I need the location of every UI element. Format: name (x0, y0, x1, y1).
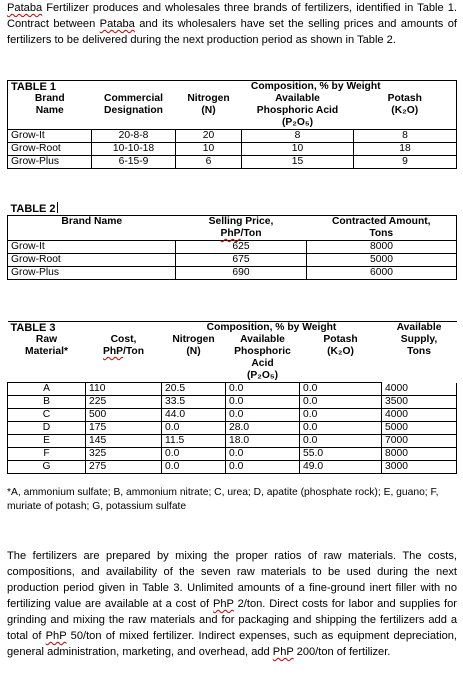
phosphoric-cell: 18.0 (226, 435, 300, 448)
table-1 (7, 80, 457, 169)
table-3-group-header: Composition, % by Weight (162, 322, 382, 335)
table-row (8, 422, 457, 435)
material-cell: E (8, 435, 86, 448)
col-header-phosphoric: Available Phosphoric Acid (P₂O₅) (242, 93, 354, 130)
material-cell: C (8, 409, 86, 422)
material-cell: B (8, 396, 86, 409)
col-header-brand: Brand Name (8, 216, 176, 241)
table-row (8, 448, 457, 461)
table-row (8, 461, 457, 474)
potash-cell: 18 (354, 143, 457, 156)
table-row (8, 241, 457, 254)
nitrogen-cell: 0.0 (162, 448, 226, 461)
currency-php: PhP (45, 630, 67, 642)
designation-cell: 6-15-9 (92, 156, 176, 169)
table-2 (7, 200, 457, 280)
intro-paragraph (7, 0, 457, 48)
cost-cell: 325 (86, 448, 162, 461)
brand-cell: Grow-It (8, 130, 92, 143)
cost-cell: 145 (86, 435, 162, 448)
material-cell: D (8, 422, 86, 435)
col-header-brand: Brand Name (8, 93, 92, 130)
table-2-title: TABLE 2 (8, 200, 457, 216)
brand-cell: Grow-Root (8, 254, 176, 267)
nitrogen-cell: 44.0 (162, 409, 226, 422)
table-row (8, 143, 457, 156)
supply-cell: 7000 (382, 435, 457, 448)
col-header-potash: Potash (K₂O) (354, 93, 457, 130)
price-cell: 675 (176, 254, 307, 267)
potash-cell: 0.0 (300, 409, 382, 422)
nitrogen-cell: 33.5 (162, 396, 226, 409)
company-name: Pataba (99, 18, 135, 30)
table-3-footnote: *A, ammonium sulfate; B, ammonium nitrate; C, urea; D, apatite (phosphate rock); E, guano; F, muriate of potash; G, potassium sulfate (7, 487, 439, 512)
nitrogen-cell: 20.5 (162, 383, 226, 396)
potash-cell: 49.0 (300, 461, 382, 474)
phosphoric-cell: 28.0 (226, 422, 300, 435)
table-row (8, 130, 457, 143)
table-1-title: TABLE 1 (8, 81, 92, 94)
amount-cell: 5000 (307, 254, 457, 267)
phosphoric-cell: 15 (242, 156, 354, 169)
table-row (8, 383, 457, 396)
col-header-nitrogen: Nitrogen (N) (162, 334, 226, 383)
intro-text-2: and its wholesalers have set the selling prices and amounts of fertilizers to be delivered during the next production period as shown in Table 2. (7, 18, 457, 46)
brand-cell: Grow-Plus (8, 156, 92, 169)
potash-cell: 0.0 (300, 422, 382, 435)
price-cell: 690 (176, 267, 307, 280)
supply-cell: 8000 (382, 448, 457, 461)
amount-cell: 8000 (307, 241, 457, 254)
nitrogen-cell: 10 (176, 143, 242, 156)
potash-cell: 0.0 (300, 435, 382, 448)
price-cell: 625 (176, 241, 307, 254)
material-cell: A (8, 383, 86, 396)
table-row (8, 254, 457, 267)
table-3 (7, 321, 457, 474)
brand-cell: Grow-Plus (8, 267, 176, 280)
intro-text-1: Fertilizer produces and wholesales three brands of fertilizers, identified in Table 1. Contract between (7, 2, 457, 30)
supply-cell: 5000 (382, 422, 457, 435)
table-row (8, 435, 457, 448)
phosphoric-cell: 10 (242, 143, 354, 156)
phosphoric-cell: 0.0 (226, 409, 300, 422)
phosphoric-cell: 0.0 (226, 383, 300, 396)
designation-cell: 10-10-18 (92, 143, 176, 156)
nitrogen-cell: 6 (176, 156, 242, 169)
col-header-raw-material: Raw Material* (8, 334, 86, 383)
table-row (8, 267, 457, 280)
material-cell: F (8, 448, 86, 461)
phosphoric-cell: 8 (242, 130, 354, 143)
closing-paragraph: The fertilizers are prepared by mixing the proper ratios of raw materials. The costs, compositions, and availability of the seven raw materials to be used during the next production period given in Table 3. Unlimited amounts of a fine-ground inert filler with no fertilizing value are available at a cost of PhP 2/ton. Direct costs for labor and supplies for grinding and mixing the raw materials and for packaging and shipping the fertilizers add a total of PhP 50/ton of mixed fertilizer. Indirect expenses, such as equipment depreciation, general administration, marketing, and overhead, add PhP 200/ton of fertilizer. (7, 550, 457, 658)
table-row (8, 396, 457, 409)
nitrogen-cell: 0.0 (162, 461, 226, 474)
cost-cell: 275 (86, 461, 162, 474)
potash-cell: 0.0 (300, 396, 382, 409)
col-header-phosphoric: Available Phosphoric Acid (P₂O₅) (226, 334, 300, 383)
col-header-commercial: Commercial Designation (92, 93, 176, 130)
col-header-price: Selling Price, PhP/Ton (176, 216, 307, 241)
nitrogen-cell: 11.5 (162, 435, 226, 448)
cost-cell: 225 (86, 396, 162, 409)
table-1-group-header: Composition, % by Weight (176, 81, 457, 94)
currency-php: PhP (272, 646, 294, 658)
table-row (8, 409, 457, 422)
col-header-supply: Available Supply, Tons (382, 322, 457, 383)
potash-cell: 9 (354, 156, 457, 169)
material-cell: G (8, 461, 86, 474)
cost-cell: 500 (86, 409, 162, 422)
nitrogen-cell: 0.0 (162, 422, 226, 435)
currency-php: PhP (212, 598, 234, 610)
brand-cell: Grow-Root (8, 143, 92, 156)
supply-cell: 3500 (382, 396, 457, 409)
nitrogen-cell: 20 (176, 130, 242, 143)
table-3-title: TABLE 3 (8, 322, 86, 335)
potash-cell: 0.0 (300, 383, 382, 396)
text-cursor (57, 202, 58, 213)
col-header-cost: Cost, PhP/Ton (86, 334, 162, 383)
phosphoric-cell: 0.0 (226, 448, 300, 461)
cost-cell: 110 (86, 383, 162, 396)
cost-cell: 175 (86, 422, 162, 435)
table-row (8, 156, 457, 169)
col-header-nitrogen: Nitrogen (N) (176, 93, 242, 130)
supply-cell: 3000 (382, 461, 457, 474)
supply-cell: 4000 (382, 383, 457, 396)
designation-cell: 20-8-8 (92, 130, 176, 143)
company-name: Pataba (7, 2, 43, 14)
brand-cell: Grow-It (8, 241, 176, 254)
phosphoric-cell: 0.0 (226, 461, 300, 474)
col-header-amount: Contracted Amount, Tons (307, 216, 457, 241)
amount-cell: 6000 (307, 267, 457, 280)
supply-cell: 4000 (382, 409, 457, 422)
potash-cell: 55.0 (300, 448, 382, 461)
phosphoric-cell: 0.0 (226, 396, 300, 409)
col-header-potash: Potash (K₂O) (300, 334, 382, 383)
potash-cell: 8 (354, 130, 457, 143)
